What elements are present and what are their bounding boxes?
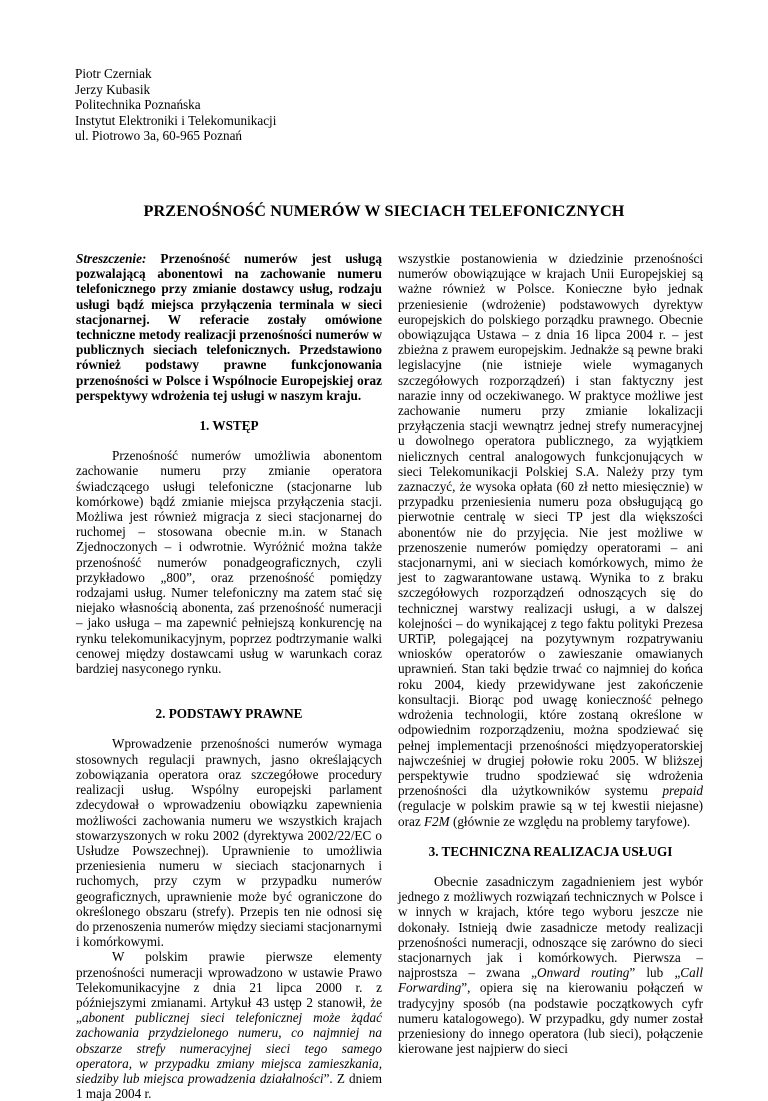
legal-paragraph: Wprowadzenie przenośności numerów wymaga stosownych regulacji prawnych, jasno określających zobowiązania operatora oraz szczegółowe procedury realizacji usług. Wspólny europejski parlament zdecydował o wprowadzeniu obowiązku zapewnienia możliwości zachowania numeru we wszystkich krajach stowarzyszonych w roku 2002 (dyrektywa 2002/22/EC o Usłudze Powszechnej). Uprawnienie to umożliwia przeniesienia numeru w sieciach stacjonarnych i ruchomych, przy czym w przypadku numerów geograficznych, uprawnienie może być ograniczone do określonego obszaru (strefy). Przepis ten nie odnosi się do przenoszenia numerów między sieciami stacjonarnymi i komórkowymi. [76,736,382,950]
author-block [75,66,435,144]
legal-paragraph-continued [398,251,703,829]
abstract [76,251,382,403]
affiliation-university: Politechnika Poznańska [75,97,201,113]
text-run: ”. Z dniem 1 maja 2004 r. [76,1070,383,1101]
text-run: (regulacje w polskim prawie są w tej kwestii niejasne) oraz [398,798,703,829]
legal-paragraph-2 [76,949,382,1101]
intro-paragraph: Przenośność numerów umożliwia abonentom zachowanie numeru przy zmianie operatora świadczącego usługi telefoniczne (stacjonarne lub komórkowe) bądź zmianie miejsca przyłączenia stacji. Możliwa jest również migracja z sieci stacjonarnej do ruchomej – stosowana obecnie m.in. w Stanach Zjednoczonych – i odwrotnie. Wyróżnić można także przenośność numerów ponadgeograficznych, czyli przykładowo „800”, oraz przenośność pomiędzy rodzajami usług. Numer telefoniczny ma zatem stać się niejako własnością abonenta, zaś przenośność numeracji – jako usługa – ma zapewnić pełniejszą konkurencję na rynku telekomunikacyjnym, poprzez podtrzymanie walki cenowej między dostawcami usług w warunkach coraz bardziej nasyconego rynku. [76,448,382,677]
term-onward-routing: Onward routing [537,965,630,981]
abstract-text: Przenośność numerów jest usługą pozwalającą abonentowi na zachowanie numeru telefonicznego przy zmianie dostawcy usług, rodzaju usługi bądź miejsca przyłączenia terminala w sieci stacjonarnej. W referacie zostały omówione techniczne metody realizacji przenośności numerów w publicznych sieciach telefonicznych. Przedstawiono również podstawy prawne funkcjonowania przenośności w Polsce i Wspólnocie Europejskiej oraz perspektywy wdrożenia tej usługi w naszym kraju. [76,251,382,403]
technical-paragraph [398,874,703,1056]
text-run: W polskim prawie pierwsze elementy przenośności numeracji wprowadzono w ustawie Prawo Telekomunikacyjne z dnia 21 lipca 2000 r. z późniejszymi zmianami. Artykuł 43 ustęp 2 stanowił, że „ [76,949,382,1026]
section-heading-legal: 2. PODSTAWY PRAWNE [155,706,303,722]
law-quote: abonent publicznej sieci telefonicznej może żądać zachowania przydzielonego numeru, co najmniej na obszarze strefy numeracyjnej sieci tego samego operatora, w przypadku zmiany miejsca zamieszkania, siedziby lub miejsca prowadzenia działalności [76,1010,382,1086]
text-run: Obecnie zasadniczym zagadnieniem jest wybór jednego z możliwych rozwiązań technicznych w Polsce i w innych w krajach, które tego wyboru jeszcze nie dokonały. Istnieją dwie zasadnicze metody realizacji przenośności numeracji, odnoszące się zarówno do sieci stacjonarnych jak i komórkowych. Pierwsza – najprostsza – zwana „ [398,873,703,981]
section-heading-intro: 1. WSTĘP [199,418,259,434]
author-name: Piotr Czerniak [75,66,152,81]
text-run: ”, opiera się na kierowaniu połączeń w tradycyjny sposób (na podstawie początkowych cyfr numeru katalogowego). W przypadku, gdy numer został przeniesiony do innego operatora (lub sieci), połączenie kierowane jest najpierw do sieci [398,980,703,1057]
term-call-forwarding: Call Forwarding [398,965,704,996]
paper-title: PRZENOŚNOŚĆ NUMERÓW W SIECIACH TELEFONICZNYCH [143,202,625,220]
section-heading-technical: 3. TECHNICZNA REALIZACJA USŁUGI [428,843,673,859]
text-run: (głównie ze względu na problemy taryfowe). [449,813,691,829]
affiliation-institute: Instytut Elektroniki i Telekomunikacji [75,112,277,128]
abstract-label: Streszczenie: [76,251,147,266]
text-run: wszystkie postanowienia w dziedzinie przenośności numerów obowiązujące w krajach Unii Europejskiej są ważne również w Polsce. Konieczne było jednak przeniesienie (wdrożenie) podstawowych dyrektyw europejskich do polskiego porządku prawnego. Obecnie obowiązująca Ustawa – z dnia 16 lipca 2004 r. – jest zbieżna z prawem europejskim. Jednakże są pewne braki legislacyjne (nie istnieje wiele wymaganych szczegółowych rozporządzeń) i stan faktyczny jest narazie inny od oczekiwanego. W praktyce możliwe jest zachowanie numeru przy zmianie lokalizacji przyłączenia stacji wewnątrz jednej strefy numeracyjnej u dowolnego operatora publicznego, za wyjątkiem nielicznych central analogowych funkcjonujących w sieci Telekomunikacji Polskiej S.A. Należy przy tym zaznaczyć, że wysoka opłata (60 zł netto miesięcznie) w przypadku przeniesienia numeru poza obsługującą go pierwotnie centralę w sieci TP jest dla większości abonentów nie do przyjęcia. Nie jest możliwe w przenoszenie numerów pomiędzy operatorami – ani stacjonarnymi, ani w sieciach komórkowych, mimo że jest to zagwarantowane ustawą. Wynika to z braku szczegółowych rozporządzeń odnoszących się do technicznej warstwy realizacji usługi, a w dalszej kolejności – do wynikającej z tego faktu polityki Prezesa URTiP, polegającej na pozytywnym rozpatrywaniu wniosków operatorów o zawieszanie omawianych uprawnień. Stan taki będzie trwać co najmniej do końca roku 2004, kiedy przewidywane jest zakończenie konsultacji. Biorąc pod uwagę konieczność pełnego wdrożenia technologii, które zostaną określone w odpowiednim rozporządzeniu, można spodziewać się pełnej implementacji przenośności międzyoperatorskiej najwcześniej w drugiej połowie roku 2005. W bliższej perspektywie trudno spodziewać się wdrożenia przenośności dla użytkowników systemu [398,251,703,799]
left-column [76,251,382,1101]
term-prepaid: prepaid [662,783,703,799]
right-column [398,251,703,1056]
author-name: Jerzy Kubasik [75,81,151,97]
term-f2m: F2M [424,813,450,829]
text-run: ” lub „ [629,965,681,981]
affiliation-address: ul. Piotrowo 3a, 60-965 Poznań [75,128,243,144]
